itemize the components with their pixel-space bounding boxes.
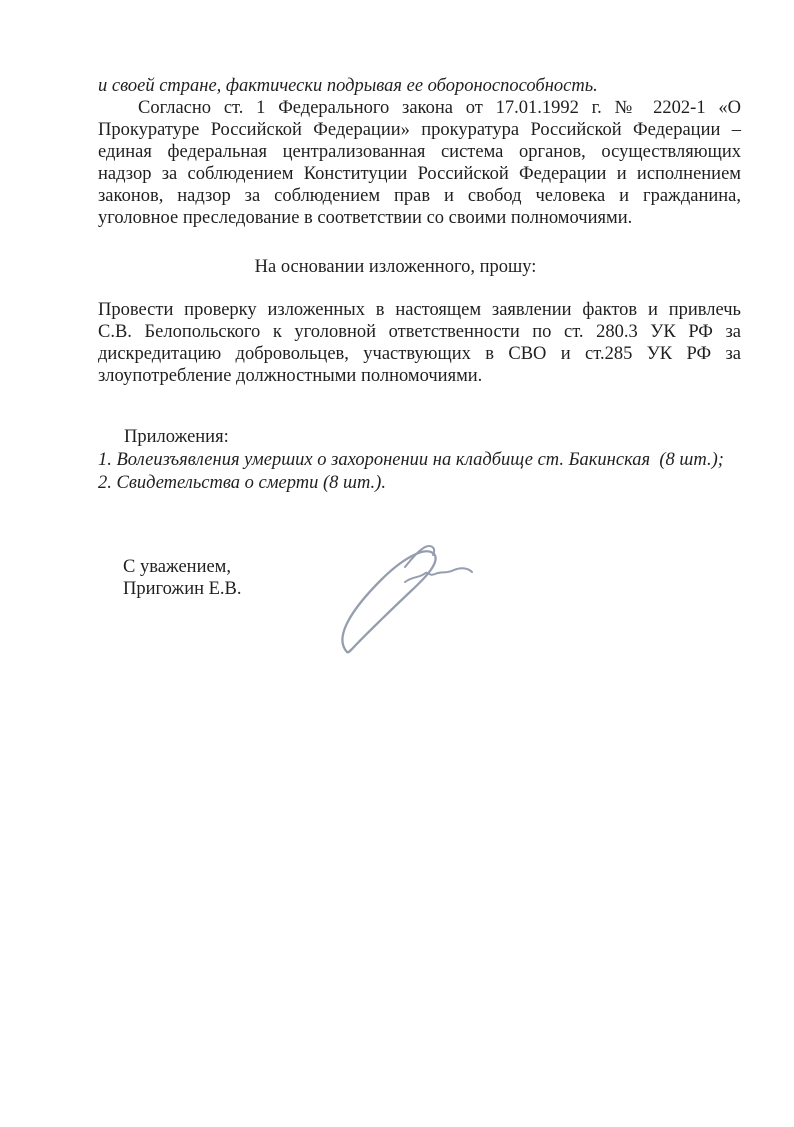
attachments-section: [98, 425, 741, 495]
law-paragraph-line: законов, надзор за соблюдением прав и свобод человека и гражданина,: [98, 186, 741, 206]
attachments-label: Приложения:: [124, 427, 229, 447]
law-paragraph: [98, 97, 741, 229]
law-paragraph-line: единая федеральная централизованная система органов, осуществляющих: [98, 142, 741, 162]
continuation-line: и своей стране, фактически подрывая ее обороноспособность.: [98, 76, 598, 96]
signoff-name: Пригожин Е.В.: [123, 579, 242, 599]
law-paragraph-line: Согласно ст. 1 Федерального закона от 17.01.1992 г. № 2202-1 «О: [138, 98, 741, 118]
request-paragraph: [98, 299, 741, 387]
signoff-closing: С уважением,: [123, 557, 232, 577]
law-paragraph-line: уголовное преследование в соответствии со своими полномочиями.: [98, 208, 633, 228]
request-paragraph-line: дискредитацию добровольцев, участвующих в СВО и ст.285 УК РФ за: [98, 344, 741, 364]
request-paragraph-line: С.В. Белопольского к уголовной ответственности по ст. 280.3 УК РФ за: [98, 322, 741, 342]
request-paragraph-line: Провести проверку изложенных в настоящем заявлении фактов и привлечь: [98, 300, 741, 320]
request-heading: На основании изложенного, прошу:: [254, 257, 537, 277]
handwritten-signature: [320, 535, 490, 665]
law-paragraph-line: Прокуратуре Российской Федерации» прокуратура Российской Федерации –: [98, 120, 741, 140]
attachment-item: 2. Свидетельства о смерти (8 шт.).: [98, 473, 386, 493]
law-paragraph-line: надзор за соблюдением Конституции Российской Федерации и исполнением: [98, 164, 741, 184]
document-body: [98, 75, 741, 600]
signature-icon: [320, 535, 490, 665]
request-paragraph-line: злоупотребление должностными полномочиями.: [98, 366, 483, 386]
attachment-item: 1. Волеизъявления умерших о захоронении на кладбище ст. Бакинская (8 шт.);: [98, 450, 724, 470]
